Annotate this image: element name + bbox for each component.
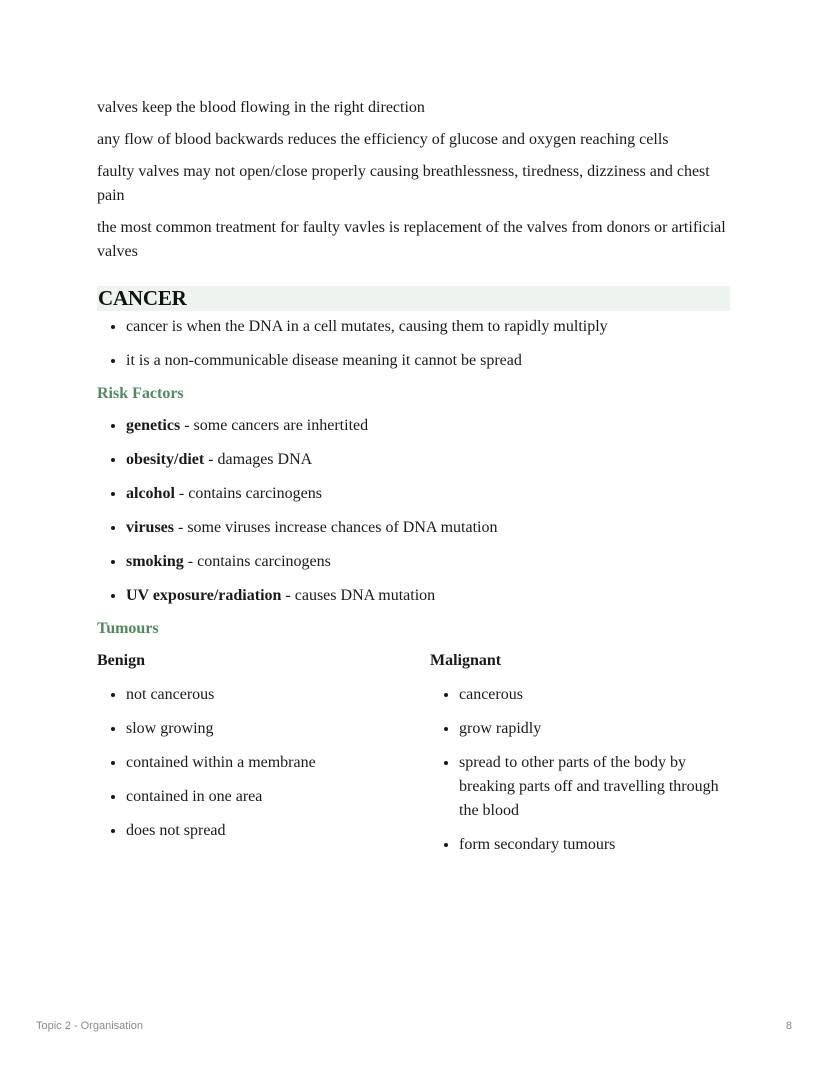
list-item: • not cancerous [126, 683, 430, 707]
risk-term: obesity/diet [126, 451, 205, 468]
cancer-points-list [97, 315, 730, 373]
benign-column [97, 649, 430, 857]
risk-factors-list [97, 414, 730, 608]
list-item: • form secondary tumours [459, 833, 730, 857]
risk-desc: - damages DNA [204, 451, 313, 468]
risk-term: genetics [126, 417, 181, 434]
list-item [126, 550, 730, 574]
list-item: • does not spread [126, 819, 430, 843]
malignant-title: Malignant [430, 652, 502, 669]
risk-desc: - contains carcinogens [174, 485, 322, 502]
list-item: • spread to other parts of the body by breaking parts off and travelling through the blood [459, 751, 730, 823]
list-item [126, 448, 730, 472]
list-item: • contained within a membrane [126, 751, 430, 775]
list-item [126, 414, 730, 438]
benign-title: Benign [97, 652, 146, 669]
list-item: • grow rapidly [459, 717, 730, 741]
footer-topic: Topic 2 - Organisation [36, 1020, 143, 1032]
malignant-column [430, 649, 730, 857]
list-item [126, 584, 730, 608]
list-item [126, 482, 730, 506]
paragraph: the most common treatment for faulty vavles is replacement of the valves from donors or artificial valves [97, 219, 726, 260]
risk-desc: - some viruses increase chances of DNA mutation [174, 519, 498, 536]
cancer-heading: CANCER [97, 286, 730, 311]
list-item: • slow growing [126, 717, 430, 741]
tumours-heading: Tumours [97, 620, 159, 637]
risk-desc: - contains carcinogens [183, 553, 331, 570]
risk-desc: - causes DNA mutation [281, 587, 436, 604]
list-item: • contained in one area [126, 785, 430, 809]
risk-term: UV exposure/radiation [126, 587, 282, 604]
benign-list [97, 683, 430, 843]
risk-factors-heading: Risk Factors [97, 385, 184, 402]
paragraph: valves keep the blood flowing in the right direction [97, 99, 425, 116]
document-body [97, 96, 730, 857]
page-number: 8 [785, 1020, 792, 1032]
tumour-columns [97, 649, 730, 857]
risk-desc: - some cancers are inhertited [180, 417, 369, 434]
list-item: • cancerous [459, 683, 730, 707]
list-item: • it is a non-communicable disease meaning it cannot be spread [126, 349, 730, 373]
list-item: • cancer is when the DNA in a cell mutates, causing them to rapidly multiply [126, 315, 730, 339]
risk-term: alcohol [126, 485, 175, 502]
paragraph: any flow of blood backwards reduces the efficiency of glucose and oxygen reaching cells [97, 131, 669, 148]
risk-term: smoking [126, 553, 184, 570]
paragraph: faulty valves may not open/close properly causing breathlessness, tiredness, dizziness and chest pain [97, 163, 710, 204]
list-item [126, 516, 730, 540]
risk-term: viruses [126, 519, 174, 536]
malignant-list [430, 683, 730, 857]
